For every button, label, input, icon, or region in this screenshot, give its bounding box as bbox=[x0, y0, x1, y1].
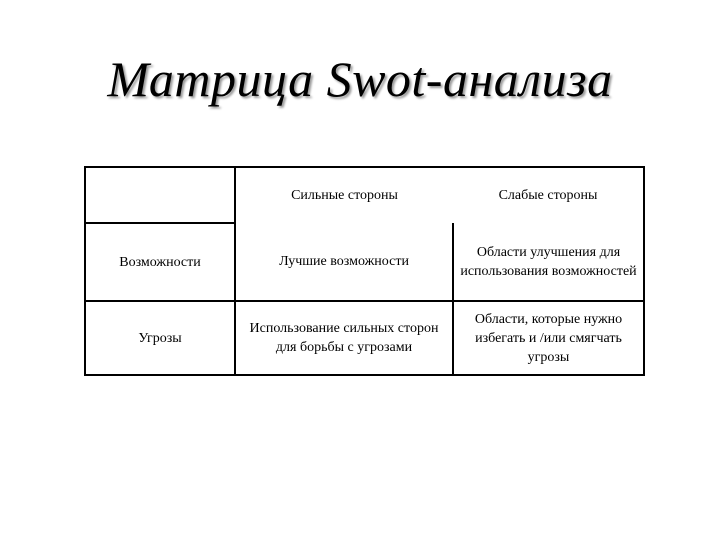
column-header-weaknesses: Слабые стороны bbox=[498, 188, 598, 203]
header-row bbox=[85, 167, 644, 223]
row-header-threats: Угрозы bbox=[85, 301, 235, 375]
table-row-opportunities bbox=[85, 223, 644, 301]
corner-cell bbox=[85, 167, 235, 223]
table-row-threats bbox=[85, 301, 644, 375]
cell-threats-weaknesses: Области, которые нужно избегать и /или смягчать угрозы bbox=[474, 311, 623, 365]
row-header-opportunities: Возможности bbox=[85, 223, 235, 301]
cell-opportunities-weaknesses: Области улучшения для использования возможностей bbox=[453, 223, 644, 301]
cell-opportunities-strengths: Лучшие возможности bbox=[235, 223, 453, 301]
cell-threats-strengths: Использование сильных сторон для борьбы с угрозами bbox=[235, 301, 453, 375]
slide-title: Матрица Swot-анализа bbox=[107, 51, 613, 107]
swot-matrix-table bbox=[84, 166, 645, 376]
column-header-strengths: Сильные стороны bbox=[291, 188, 398, 203]
